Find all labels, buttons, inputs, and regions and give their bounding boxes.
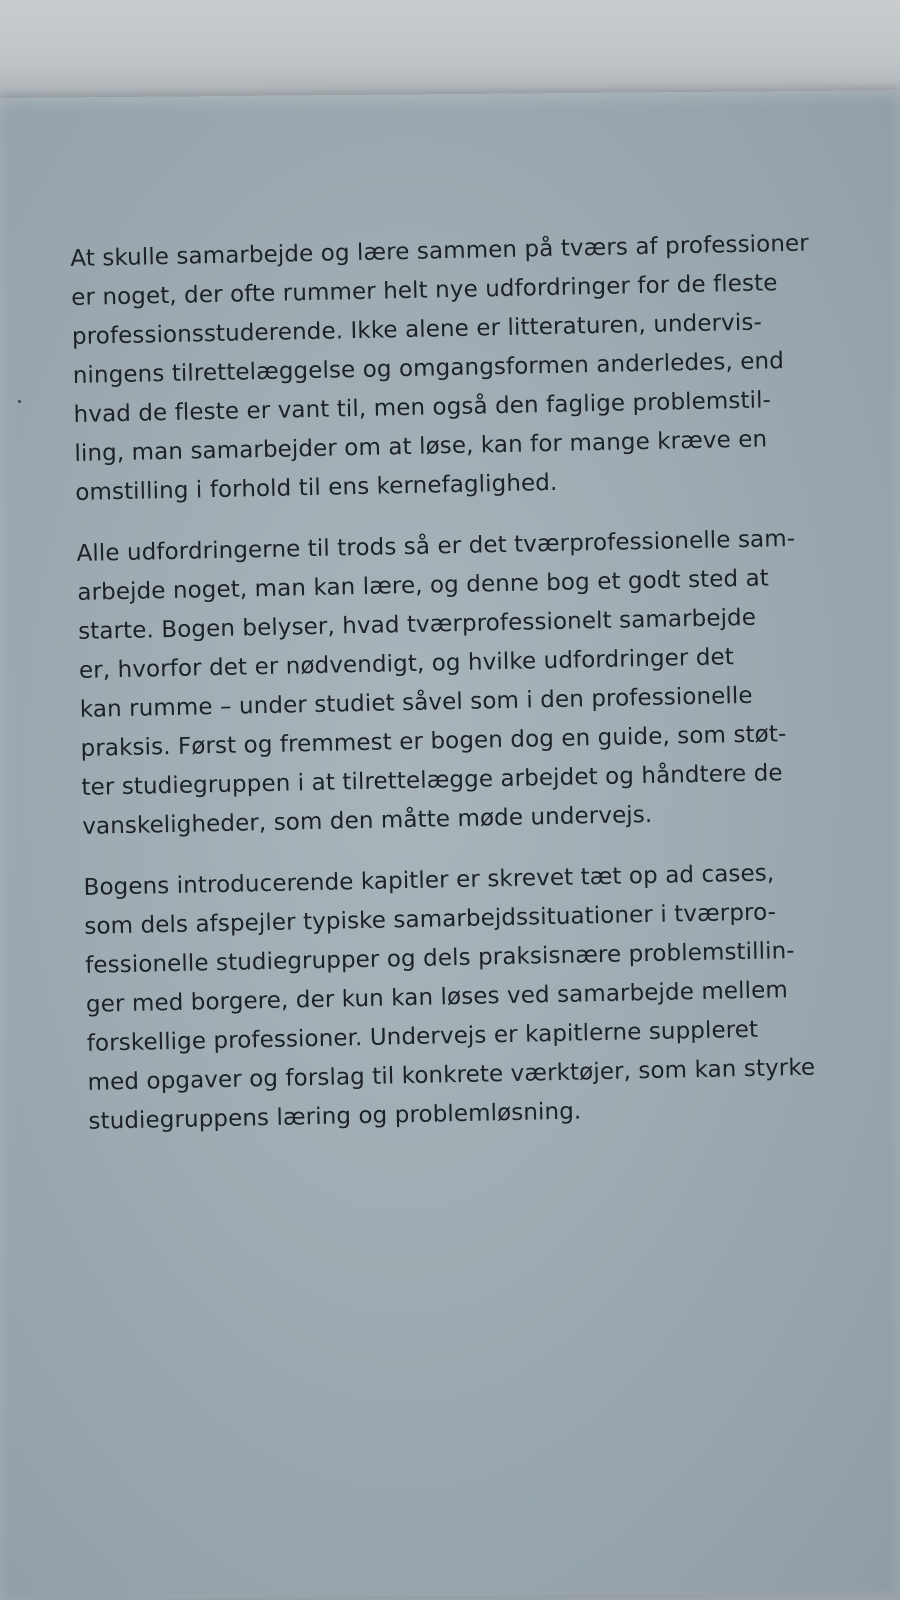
text-line: fessionelle studiegrupper og dels praksisnære problemstillin- [84, 937, 795, 979]
text-line: arbejde noget, man kan lære, og denne bog et godt sted at [77, 565, 770, 606]
text-line: professionsstuderende. Ikke alene er litteraturen, undervis- [71, 309, 763, 350]
text-line: omstilling i forhold til ens kernefaglighed. [75, 469, 558, 506]
text-line: praksis. Først og fremmest er bogen dog en guide, som støt- [80, 721, 787, 762]
text-line: er, hvorfor det er nødvendigt, og hvilke udfordringer det [78, 644, 735, 684]
text-line: som dels afspejler typiske samarbejdssituationer i tværpro- [84, 899, 777, 940]
text-line: Bogens introducerende kapitler er skrevet tæt op ad cases, [83, 860, 775, 901]
text-line: ger med borgere, der kun kan løses ved samarbejde mellem [85, 977, 789, 1018]
text-line: Alle udfordringerne til trods så er det tværprofessionelle sam- [76, 525, 796, 567]
text-line: At skulle samarbejde og lære sammen på tværs af professioner [70, 230, 810, 272]
text-line: hvad de fleste er vant til, men også den faglige problemstil- [73, 387, 772, 428]
text-line: med opgaver og forslag til konkrete værktøjer, som kan styrke [87, 1054, 816, 1096]
blurb-paragraph-3 [83, 853, 859, 1142]
text-line: forskellige professioner. Undervejs er kapitlerne suppleret [86, 1016, 759, 1057]
blurb-paragraph-2 [76, 519, 852, 847]
text-line: kan rumme – under studiet såvel som i den professionelle [79, 682, 753, 723]
cover-speck [18, 400, 21, 403]
text-line: vanskeligheder, som den måtte møde undervejs. [82, 801, 653, 840]
text-line: ling, man samarbejder om at løse, kan for mange kræve en [74, 426, 768, 467]
text-line: ter studiegruppen i at tilrettelægge arbejdet og håndtere de [81, 760, 783, 801]
text-line: ningens tilrettelæggelse og omgangsformen anderledes, end [72, 348, 785, 389]
text-line: starte. Bogen belyser, hvad tværprofessionelt samarbejde [77, 604, 757, 645]
text-line: er noget, der ofte rummer helt nye udfordringer for de fleste [70, 270, 778, 311]
blurb-paragraph-1 [70, 224, 846, 513]
blurb-text [70, 224, 859, 1164]
text-line: studiegruppens læring og problemløsning. [88, 1098, 582, 1135]
